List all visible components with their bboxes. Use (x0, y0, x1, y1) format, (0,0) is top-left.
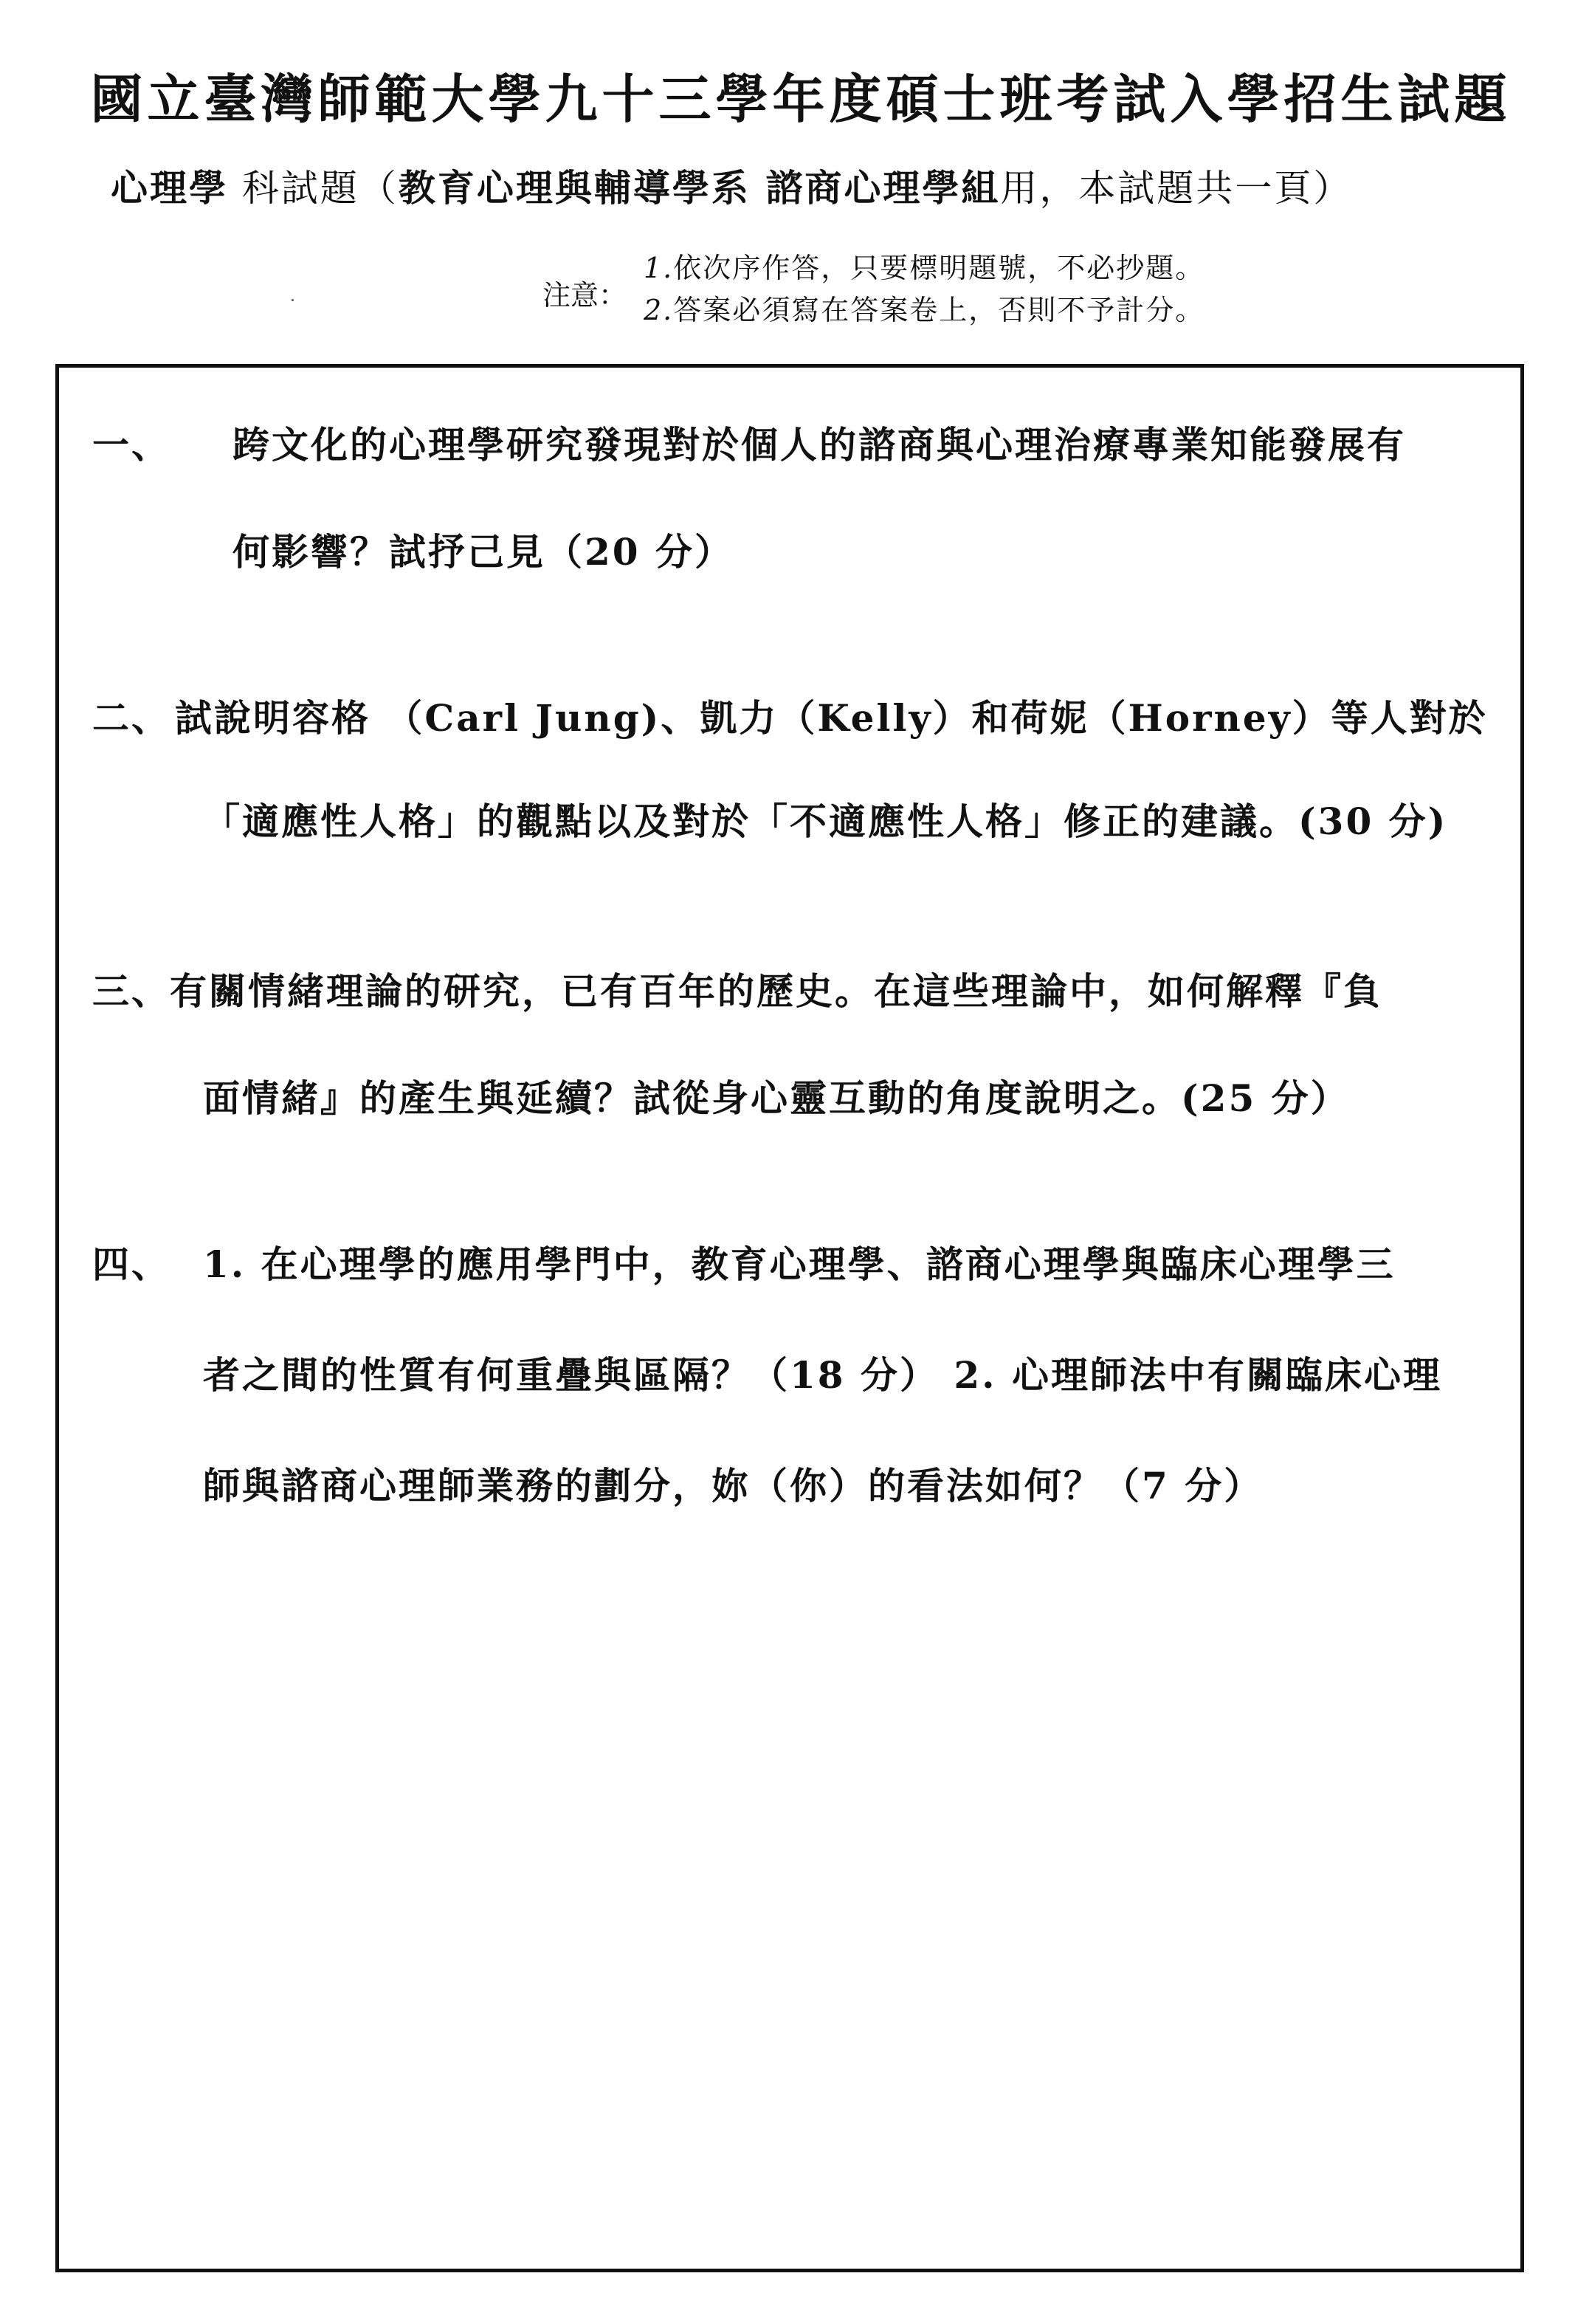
question-number: 四、 (92, 1242, 170, 1286)
question-number: 二、 (92, 696, 170, 740)
subtitle-text-2: 用，本試題共一頁） (1000, 167, 1353, 210)
question-line: 面情緒』的產生與延續？試從身心靈互動的角度說明之。(25 分） (203, 1076, 1350, 1120)
note-text: 依次序作答，只要標明題號，不必抄題。 (673, 252, 1205, 284)
note-item (644, 289, 1204, 331)
question-line: 「適應性人格」的觀點以及對於「不適應性人格」修正的建議。(30 分) (203, 800, 1448, 843)
notes-list (644, 247, 1204, 331)
question-line: 跨文化的心理學研究發現對於個人的諮商與心理治療專業知能發展有 (232, 423, 1406, 467)
question-number: 三、 (92, 969, 170, 1013)
question-line: 師與諮商心理師業務的劃分，妳（你）的看法如何？（7 分） (203, 1464, 1264, 1507)
question-line: 何影響？試抒己見（20 分） (232, 530, 734, 574)
note-text: 答案必須寫在答案卷上，否則不予計分。 (673, 294, 1205, 326)
note-item (644, 247, 1204, 289)
subtitle-text-1: 科試題（ (241, 167, 399, 210)
scan-speck (292, 299, 294, 301)
exam-subtitle (111, 159, 1352, 212)
question-number: 一、 (92, 423, 170, 467)
exam-title: 國立臺灣師範大學九十三學年度碩士班考試入學招生試題 (90, 68, 1512, 130)
question-line: 試說明容格 （Carl Jung)、凱力（Kelly）和荷妮（Horney）等人對於 (175, 696, 1488, 740)
subject-name: 心理學 (111, 166, 228, 210)
department-name: 教育心理與輔導學系 諮商心理學組 (398, 166, 1001, 210)
note-number: 1. (644, 252, 674, 284)
notes-label: 注意： (542, 279, 627, 312)
question-line: 1. 在心理學的應用學門中，教育心理學、諮商心理學與臨床心理學三 (203, 1242, 1396, 1286)
note-number: 2. (644, 294, 674, 326)
question-box (55, 364, 1524, 2272)
question-line: 有關情緒理論的研究，已有百年的歷史。在這些理論中，如何解釋『負 (170, 969, 1382, 1013)
question-line: 者之間的性質有何重疊與區隔？（18 分） 2. 心理師法中有關臨床心理 (203, 1353, 1442, 1397)
